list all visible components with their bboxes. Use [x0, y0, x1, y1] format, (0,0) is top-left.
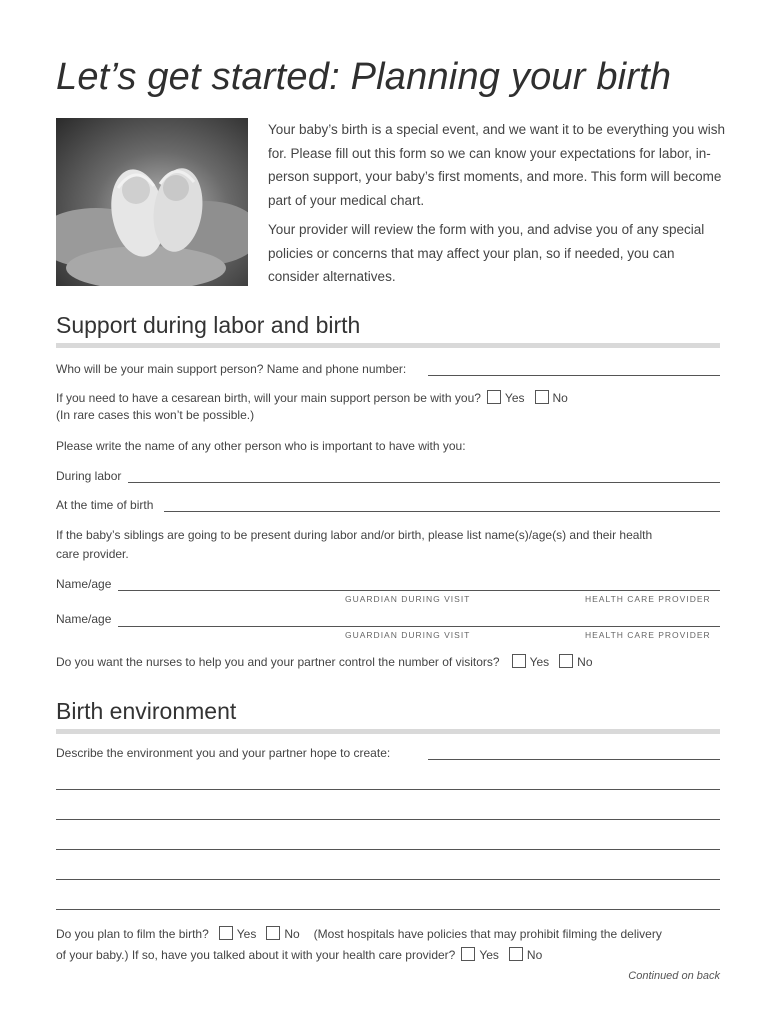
siblings-question-line1: If the baby’s siblings are going to be present during labor and/or birth, please list name(s)/age(s) and their health [56, 528, 653, 542]
film-provider-no-checkbox[interactable] [509, 947, 523, 961]
film-policy-note: (Most hospitals have policies that may prohibit filming the delivery [313, 927, 662, 941]
film-no-checkbox[interactable] [266, 926, 280, 940]
cesarean-question [56, 390, 568, 405]
section-rule [56, 729, 720, 734]
visitors-question-text: Do you want the nurses to help you and your partner control the number of visitors? [56, 655, 500, 669]
no-label: No [552, 391, 568, 405]
visitors-no-checkbox[interactable] [559, 654, 573, 668]
time-of-birth-label: At the time of birth [56, 498, 154, 512]
yes-label: Yes [236, 927, 257, 941]
intro-paragraph-1: Your baby’s birth is a special event, and we want it to be everything you wish for. Please fill out this form so we can know your expectations for labor, in-person support, your baby’s first moments, and more. This form will become part of your medical chart. [268, 122, 726, 208]
environment-line-1[interactable] [56, 789, 720, 790]
yes-label: Yes [529, 655, 550, 669]
film-provider-yes-checkbox[interactable] [461, 947, 475, 961]
guardian-label-2: GUARDIAN DURING VISIT [345, 630, 471, 640]
film-provider-question-text: of your baby.) If so, have you talked about it with your health care provider? [56, 948, 456, 962]
guardian-label-1: GUARDIAN DURING VISIT [345, 594, 471, 604]
cesarean-note: (In rare cases this won’t be possible.) [56, 408, 255, 422]
film-provider-question [56, 947, 542, 962]
no-label: No [577, 655, 593, 669]
during-labor-field[interactable] [128, 482, 720, 483]
name-age-label-1: Name/age [56, 577, 112, 591]
name-age-label-2: Name/age [56, 612, 112, 626]
during-labor-label: During labor [56, 469, 122, 483]
time-of-birth-field[interactable] [164, 511, 720, 512]
no-label: No [526, 948, 543, 962]
yes-label: Yes [504, 391, 525, 405]
describe-environment-label: Describe the environment you and your partner hope to create: [56, 746, 391, 760]
environment-line-5[interactable] [56, 909, 720, 910]
intro-paragraph-2: Your provider will review the form with you, and advise you of any special policies or concerns that may affect your plan, so if needed, you can consider alternatives. [268, 222, 705, 284]
film-question-text: Do you plan to film the birth? [56, 927, 209, 941]
intro-text [268, 118, 728, 295]
siblings-question-line2: care provider. [56, 547, 129, 561]
support-section-heading: Support during labor and birth [56, 312, 361, 338]
visitors-yes-checkbox[interactable] [512, 654, 526, 668]
environment-line-2[interactable] [56, 819, 720, 820]
visitors-question [56, 654, 593, 669]
baby-shoes-photo [56, 118, 248, 286]
cesarean-yes-checkbox[interactable] [487, 390, 501, 404]
provider-label-2: HEALTH CARE PROVIDER [585, 630, 711, 640]
no-label: No [284, 927, 300, 941]
cesarean-question-text: If you need to have a cesarean birth, will your main support person be with you? [56, 391, 481, 405]
continued-on-back: Continued on back [628, 970, 720, 982]
section-rule [56, 343, 720, 348]
environment-line-3[interactable] [56, 849, 720, 850]
name-age-field-2[interactable] [118, 626, 720, 627]
environment-section-heading: Birth environment [56, 698, 237, 724]
page-title: Let’s get started: Planning your birth [56, 56, 672, 98]
provider-label-1: HEALTH CARE PROVIDER [585, 594, 711, 604]
other-person-label: Please write the name of any other person who is important to have with you: [56, 439, 466, 453]
film-yes-checkbox[interactable] [219, 926, 233, 940]
baby-shoes-image [56, 118, 248, 286]
environment-line-4[interactable] [56, 879, 720, 880]
describe-environment-field[interactable] [428, 759, 720, 760]
yes-label: Yes [479, 948, 499, 962]
cesarean-no-checkbox[interactable] [535, 390, 549, 404]
name-age-field-1[interactable] [118, 590, 720, 591]
main-support-field[interactable] [428, 375, 720, 376]
main-support-label: Who will be your main support person? Name and phone number: [56, 362, 407, 376]
film-question [56, 926, 662, 941]
